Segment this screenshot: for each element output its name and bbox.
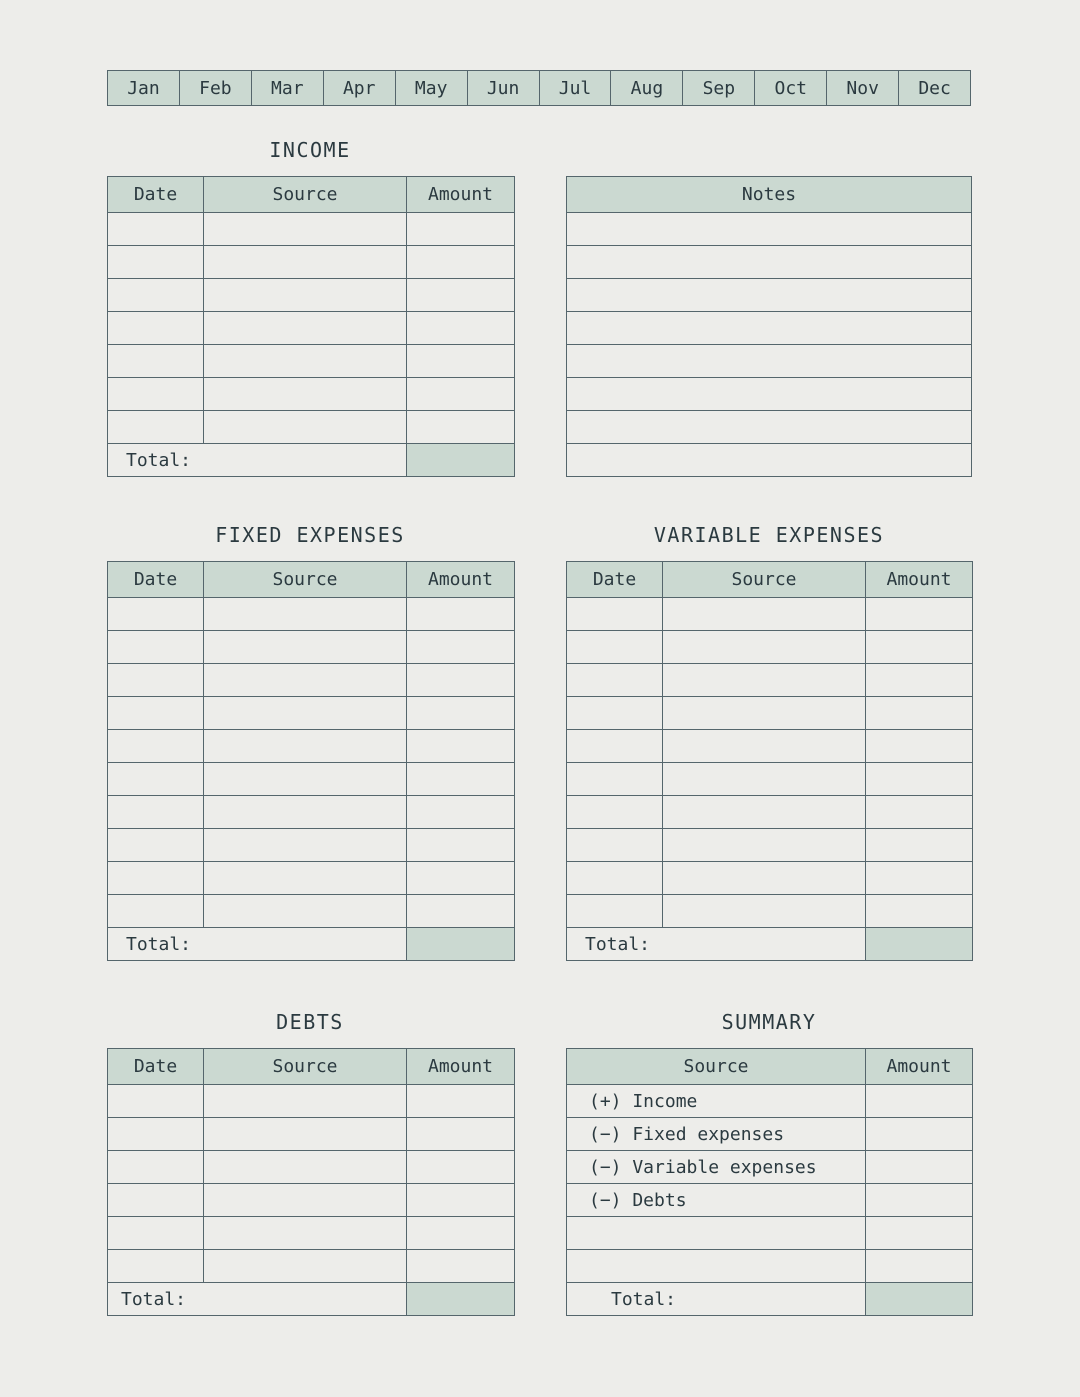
amount-cell[interactable] — [866, 697, 973, 730]
total-label: Total: — [567, 928, 866, 961]
table-row — [108, 598, 515, 631]
amount-header: Amount — [407, 1049, 515, 1085]
table-row — [567, 829, 973, 862]
summary-blank-source[interactable] — [567, 1250, 866, 1283]
table-row — [108, 1118, 515, 1151]
summary-row-blank — [567, 1250, 973, 1283]
amount-cell[interactable] — [407, 1085, 515, 1118]
note-line[interactable] — [567, 213, 972, 246]
amount-cell[interactable] — [407, 895, 515, 928]
table-row — [108, 1250, 515, 1283]
amount-header: Amount — [866, 1049, 973, 1085]
table-row — [567, 730, 973, 763]
source-cell[interactable] — [663, 895, 866, 928]
variable-expenses-rows — [567, 598, 973, 928]
summary-row-variable-expenses — [567, 1151, 973, 1184]
source-cell[interactable] — [204, 1118, 407, 1151]
date-header: Date — [108, 1049, 204, 1085]
amount-cell[interactable] — [866, 598, 973, 631]
date-cell[interactable] — [108, 829, 204, 862]
table-header-row — [567, 562, 973, 598]
date-header: Date — [108, 177, 204, 213]
date-cell[interactable] — [108, 1118, 204, 1151]
source-header: Source — [204, 1049, 407, 1085]
amount-cell[interactable] — [866, 862, 973, 895]
date-cell[interactable] — [567, 697, 663, 730]
debts-table — [107, 1048, 515, 1316]
source-cell[interactable] — [204, 730, 407, 763]
notes-row — [567, 213, 972, 246]
month-tab-sep[interactable]: Sep — [683, 71, 755, 105]
source-cell[interactable] — [663, 796, 866, 829]
amount-cell[interactable] — [407, 411, 515, 444]
source-cell[interactable] — [204, 763, 407, 796]
table-header-row — [567, 177, 972, 213]
source-cell[interactable] — [204, 829, 407, 862]
date-cell[interactable] — [108, 598, 204, 631]
income-title: INCOME — [269, 138, 351, 162]
date-cell[interactable] — [108, 796, 204, 829]
table-row — [108, 312, 515, 345]
total-row — [567, 1283, 973, 1316]
date-header: Date — [108, 562, 204, 598]
date-cell[interactable] — [108, 411, 204, 444]
date-cell[interactable] — [108, 862, 204, 895]
table-row — [567, 631, 973, 664]
date-cell[interactable] — [567, 631, 663, 664]
amount-cell[interactable] — [407, 598, 515, 631]
amount-cell[interactable] — [866, 763, 973, 796]
month-tab-may[interactable]: May — [396, 71, 468, 105]
notes-row — [567, 411, 972, 444]
month-tab-aug[interactable]: Aug — [611, 71, 683, 105]
source-header: Source — [663, 562, 866, 598]
source-cell[interactable] — [663, 763, 866, 796]
table-row — [108, 378, 515, 411]
amount-cell[interactable] — [866, 730, 973, 763]
table-row — [108, 829, 515, 862]
income-rows — [108, 213, 515, 444]
source-cell[interactable] — [204, 279, 407, 312]
amount-cell[interactable] — [407, 730, 515, 763]
table-row — [108, 730, 515, 763]
debts-title: DEBTS — [276, 1010, 344, 1034]
notes-row — [567, 246, 972, 279]
table-row — [567, 763, 973, 796]
amount-cell[interactable] — [407, 279, 515, 312]
source-cell[interactable] — [204, 796, 407, 829]
amount-cell[interactable] — [407, 246, 515, 279]
table-row — [108, 1085, 515, 1118]
month-tab-oct[interactable]: Oct — [755, 71, 827, 105]
amount-cell[interactable] — [866, 631, 973, 664]
source-cell[interactable] — [204, 1151, 407, 1184]
source-cell[interactable] — [204, 1085, 407, 1118]
notes-row — [567, 444, 972, 477]
notes-row — [567, 378, 972, 411]
amount-cell[interactable] — [407, 312, 515, 345]
summary-amount-variable-expenses[interactable] — [866, 1151, 973, 1184]
date-cell[interactable] — [108, 1085, 204, 1118]
source-cell[interactable] — [663, 697, 866, 730]
amount-cell[interactable] — [407, 1217, 515, 1250]
notes-row — [567, 312, 972, 345]
amount-header: Amount — [407, 177, 515, 213]
month-tab-dec[interactable]: Dec — [918, 77, 951, 99]
note-line[interactable] — [567, 378, 972, 411]
month-tab-feb[interactable]: Feb — [180, 71, 252, 105]
summary-total-field[interactable] — [866, 1283, 973, 1316]
amount-cell[interactable] — [407, 697, 515, 730]
table-row — [108, 631, 515, 664]
variable-expenses-total-field[interactable] — [866, 928, 973, 961]
date-cell[interactable] — [108, 631, 204, 664]
amount-cell[interactable] — [407, 378, 515, 411]
table-row — [567, 895, 973, 928]
source-cell[interactable] — [204, 895, 407, 928]
amount-cell[interactable] — [407, 345, 515, 378]
summary-label-debts: (−) Debts — [567, 1184, 866, 1217]
amount-cell[interactable] — [407, 763, 515, 796]
date-cell[interactable] — [108, 1151, 204, 1184]
source-cell[interactable] — [204, 697, 407, 730]
date-cell[interactable] — [108, 246, 204, 279]
amount-cell[interactable] — [407, 1118, 515, 1151]
summary-label-fixed-expenses: (−) Fixed expenses — [567, 1118, 866, 1151]
variable-expenses-table — [566, 561, 973, 961]
date-header: Date — [567, 562, 663, 598]
table-header-row — [108, 177, 515, 213]
note-line[interactable] — [567, 345, 972, 378]
notes-table — [566, 176, 972, 477]
summary-row-fixed-expenses — [567, 1118, 973, 1151]
date-cell[interactable] — [567, 598, 663, 631]
source-cell[interactable] — [204, 1184, 407, 1217]
notes-row — [567, 345, 972, 378]
source-cell[interactable] — [204, 598, 407, 631]
summary-label-income: (+) Income — [567, 1085, 866, 1118]
table-header-row — [108, 1049, 515, 1085]
source-header: Source — [204, 562, 407, 598]
note-line[interactable] — [567, 246, 972, 279]
total-label: Total: — [108, 444, 407, 477]
notes-header: Notes — [567, 177, 972, 213]
table-row — [108, 246, 515, 279]
source-cell[interactable] — [663, 862, 866, 895]
date-cell[interactable] — [567, 763, 663, 796]
total-row — [108, 444, 515, 477]
date-cell[interactable] — [567, 862, 663, 895]
table-row — [108, 664, 515, 697]
table-row — [567, 598, 973, 631]
source-cell[interactable] — [204, 664, 407, 697]
summary-blank-source[interactable] — [567, 1217, 866, 1250]
table-header-row — [567, 1049, 973, 1085]
table-row — [108, 697, 515, 730]
source-header: Source — [204, 177, 407, 213]
source-cell[interactable] — [204, 862, 407, 895]
source-cell[interactable] — [204, 312, 407, 345]
amount-cell[interactable] — [866, 664, 973, 697]
source-cell[interactable] — [663, 598, 866, 631]
month-tab-jun[interactable]: Jun — [468, 71, 540, 105]
date-cell[interactable] — [108, 664, 204, 697]
date-cell[interactable] — [108, 697, 204, 730]
date-cell[interactable] — [108, 279, 204, 312]
income-total-field[interactable] — [407, 444, 515, 477]
note-line[interactable] — [567, 312, 972, 345]
summary-row-income — [567, 1085, 973, 1118]
table-row — [108, 796, 515, 829]
income-table — [107, 176, 515, 477]
fixed-expenses-rows — [108, 598, 515, 928]
table-row — [108, 862, 515, 895]
amount-cell[interactable] — [866, 796, 973, 829]
summary-blank-amount[interactable] — [866, 1250, 973, 1283]
source-cell[interactable] — [663, 664, 866, 697]
date-cell[interactable] — [108, 213, 204, 246]
note-line[interactable] — [567, 411, 972, 444]
table-row — [567, 664, 973, 697]
source-cell[interactable] — [204, 1217, 407, 1250]
amount-cell[interactable] — [866, 895, 973, 928]
amount-cell[interactable] — [407, 829, 515, 862]
total-label: Total: — [108, 928, 407, 961]
month-tab-jan[interactable]: Jan — [108, 71, 180, 105]
total-label: Total: — [108, 1283, 407, 1316]
table-header-row — [108, 562, 515, 598]
table-row — [108, 1217, 515, 1250]
notes-row — [567, 279, 972, 312]
note-line[interactable] — [567, 279, 972, 312]
total-row — [108, 928, 515, 961]
date-cell[interactable] — [567, 829, 663, 862]
summary-row-debts — [567, 1184, 973, 1217]
source-cell[interactable] — [204, 1250, 407, 1283]
summary-amount-fixed-expenses[interactable] — [866, 1118, 973, 1151]
debts-rows — [108, 1085, 515, 1283]
date-cell[interactable] — [567, 664, 663, 697]
date-cell[interactable] — [108, 1250, 204, 1283]
note-line[interactable] — [567, 444, 972, 477]
source-cell[interactable] — [204, 631, 407, 664]
table-row — [108, 279, 515, 312]
summary-blank-amount[interactable] — [866, 1217, 973, 1250]
amount-cell[interactable] — [407, 796, 515, 829]
amount-header: Amount — [407, 562, 515, 598]
amount-cell[interactable] — [407, 1250, 515, 1283]
table-row — [108, 763, 515, 796]
amount-cell[interactable] — [407, 631, 515, 664]
amount-cell[interactable] — [407, 1184, 515, 1217]
amount-cell[interactable] — [407, 862, 515, 895]
table-row — [108, 411, 515, 444]
date-cell[interactable] — [567, 730, 663, 763]
date-cell[interactable] — [567, 796, 663, 829]
date-cell[interactable] — [108, 1184, 204, 1217]
amount-cell[interactable] — [407, 664, 515, 697]
month-tab-jul[interactable]: Jul — [540, 71, 612, 105]
source-cell[interactable] — [663, 631, 866, 664]
source-cell[interactable] — [204, 213, 407, 246]
summary-amount-debts[interactable] — [866, 1184, 973, 1217]
date-cell[interactable] — [567, 895, 663, 928]
total-row — [567, 928, 973, 961]
date-cell[interactable] — [108, 312, 204, 345]
amount-cell[interactable] — [866, 829, 973, 862]
table-row — [108, 895, 515, 928]
summary-label-variable-expenses: (−) Variable expenses — [567, 1151, 866, 1184]
amount-cell[interactable] — [407, 1151, 515, 1184]
source-cell[interactable] — [663, 829, 866, 862]
month-tabs — [107, 70, 971, 106]
date-cell[interactable] — [108, 1217, 204, 1250]
debts-total-field[interactable] — [407, 1283, 515, 1316]
month-tab-nov[interactable]: Nov — [827, 71, 899, 105]
month-tab-apr[interactable]: Apr — [324, 71, 396, 105]
source-cell[interactable] — [204, 411, 407, 444]
summary-title: SUMMARY — [721, 1010, 817, 1034]
amount-header: Amount — [866, 562, 973, 598]
source-cell[interactable] — [663, 730, 866, 763]
total-row — [108, 1283, 515, 1316]
source-cell[interactable] — [204, 345, 407, 378]
variable-expenses-title: VARIABLE EXPENSES — [653, 523, 885, 547]
table-row — [108, 213, 515, 246]
table-row — [567, 697, 973, 730]
date-cell[interactable] — [108, 345, 204, 378]
table-row — [108, 345, 515, 378]
source-cell[interactable] — [204, 378, 407, 411]
total-label: Total: — [567, 1283, 866, 1316]
source-header: Source — [567, 1049, 866, 1085]
fixed-expenses-total-field[interactable] — [407, 928, 515, 961]
fixed-expenses-title: FIXED EXPENSES — [215, 523, 405, 547]
date-cell[interactable] — [108, 378, 204, 411]
notes-rows — [567, 213, 972, 477]
date-cell[interactable] — [108, 895, 204, 928]
date-cell[interactable] — [108, 763, 204, 796]
table-row — [567, 796, 973, 829]
month-tab-mar[interactable]: Mar — [252, 71, 324, 105]
summary-amount-income[interactable] — [866, 1085, 973, 1118]
amount-cell[interactable] — [407, 213, 515, 246]
summary-table — [566, 1048, 973, 1316]
table-row — [108, 1184, 515, 1217]
table-row — [567, 862, 973, 895]
table-row — [108, 1151, 515, 1184]
date-cell[interactable] — [108, 730, 204, 763]
summary-row-blank — [567, 1217, 973, 1250]
fixed-expenses-table — [107, 561, 515, 961]
source-cell[interactable] — [204, 246, 407, 279]
